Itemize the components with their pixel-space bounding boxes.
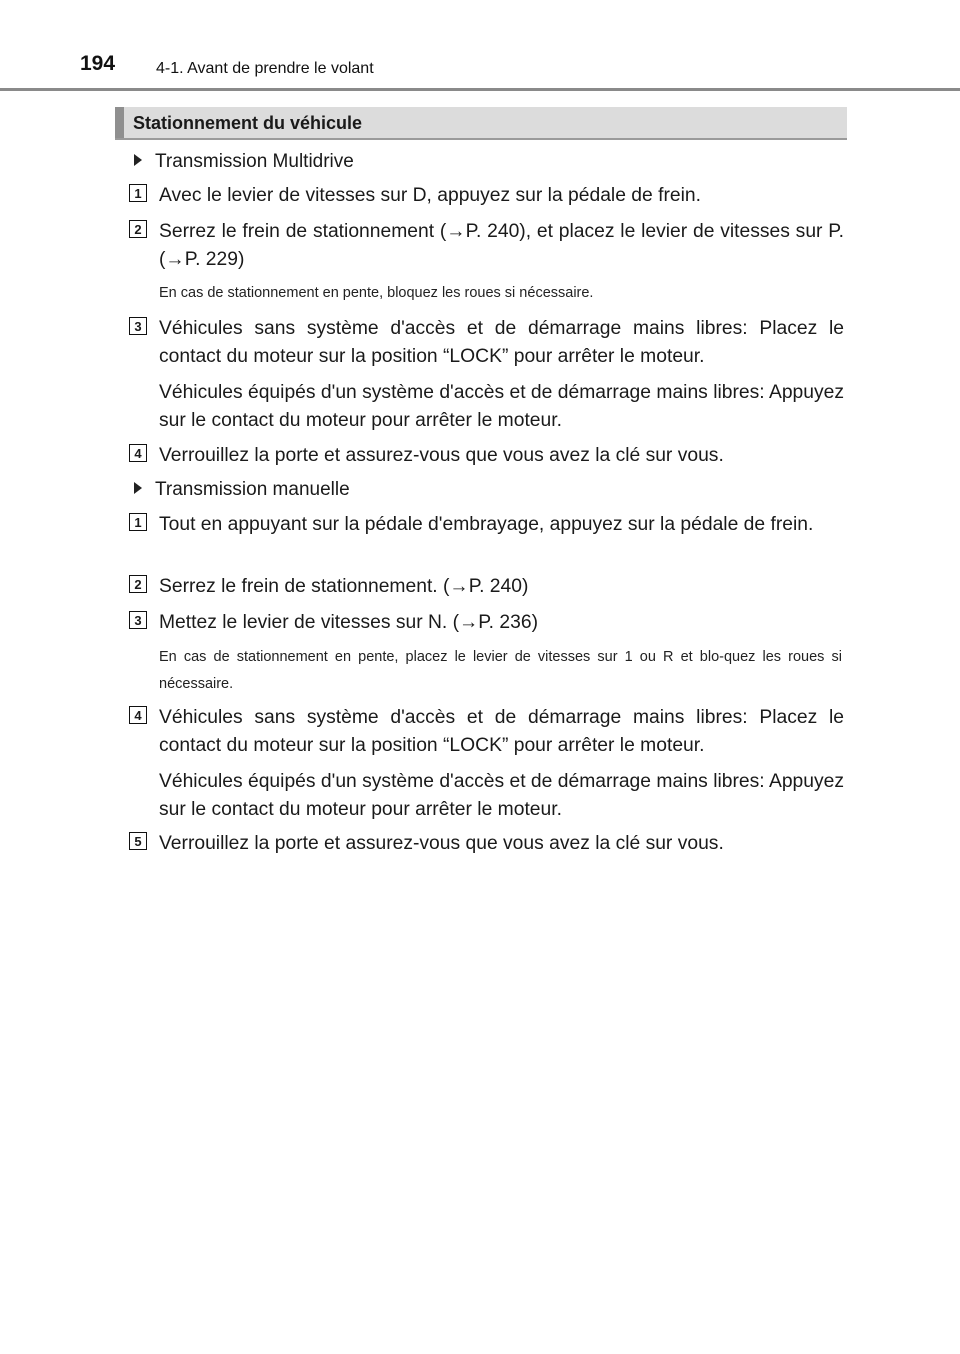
step-item xyxy=(129,573,844,601)
subheading-manual xyxy=(134,477,844,502)
step-text: Tout en appuyant sur la pédale d'embrayage, appuyez sur la pédale de frein. xyxy=(159,514,814,535)
section-title: Stationnement du véhicule xyxy=(133,113,363,133)
step-text: Verrouillez la porte et assurez-vous que vous avez la clé sur vous. xyxy=(159,833,724,854)
step-text-alt: Véhicules équipés d'un système d'accès et de démarrage mains libres: Appuyez sur le contact du moteur pour arrêter le moteur. xyxy=(159,771,844,820)
step-item xyxy=(129,830,844,858)
step-number-badge: 1 xyxy=(129,513,147,531)
step-item xyxy=(129,609,844,637)
header-divider xyxy=(0,88,960,91)
step-number-badge: 3 xyxy=(129,611,147,629)
step-text: Véhicules sans système d'accès et de démarrage mains libres: Placez le contact du moteur sur la position “LOCK” pour arrêter le moteur. xyxy=(159,318,844,367)
step-text-alt: Véhicules équipés d'un système d'accès et de démarrage mains libres: Appuyez sur le contact du moteur pour arrêter le moteur. xyxy=(159,382,844,431)
step-number-badge: 1 xyxy=(129,184,147,202)
step-text: Avec le levier de vitesses sur D, appuyez sur la pédale de frein. xyxy=(159,185,701,206)
step-text: Serrez le frein de stationnement (→P. 240), et placez le levier de vitesses sur P. (→P. 229) xyxy=(159,221,844,270)
triangle-bullet-icon xyxy=(134,482,142,494)
step-number-badge: 5 xyxy=(129,832,147,850)
step-item xyxy=(129,442,844,470)
step-number-badge: 4 xyxy=(129,444,147,462)
triangle-bullet-icon xyxy=(134,154,142,166)
step-item xyxy=(129,511,844,539)
page-number: 194 xyxy=(80,52,116,75)
section-heading-tab xyxy=(115,107,124,138)
step-number-badge: 2 xyxy=(129,575,147,593)
step-text: Verrouillez la porte et assurez-vous que vous avez la clé sur vous. xyxy=(159,445,724,466)
subheading-text: Transmission manuelle xyxy=(155,479,350,500)
step-note: En cas de stationnement en pente, placez le levier de vitesses sur 1 ou R et blo-quez les roues si nécessaire. xyxy=(159,649,842,692)
step-number-badge: 2 xyxy=(129,220,147,238)
step-number-badge: 3 xyxy=(129,317,147,335)
step-item xyxy=(129,182,844,210)
page-header xyxy=(0,0,960,92)
step-item xyxy=(129,315,844,435)
subheading-text: Transmission Multidrive xyxy=(155,151,354,172)
chapter-title: 4-1. Avant de prendre le volant xyxy=(156,60,374,77)
step-text: Mettez le levier de vitesses sur N. (→P. 236) xyxy=(159,612,538,633)
step-note: En cas de stationnement en pente, bloquez les roues si nécessaire. xyxy=(159,285,594,301)
step-number-badge: 4 xyxy=(129,706,147,724)
step-text: Véhicules sans système d'accès et de démarrage mains libres: Placez le contact du moteur sur la position “LOCK” pour arrêter le moteur. xyxy=(159,707,844,756)
subheading-multidrive xyxy=(134,149,844,174)
step-item xyxy=(129,704,844,824)
step-text: Serrez le frein de stationnement. (→P. 240) xyxy=(159,576,529,597)
step-item xyxy=(129,218,844,274)
section-heading-bar xyxy=(115,107,847,140)
